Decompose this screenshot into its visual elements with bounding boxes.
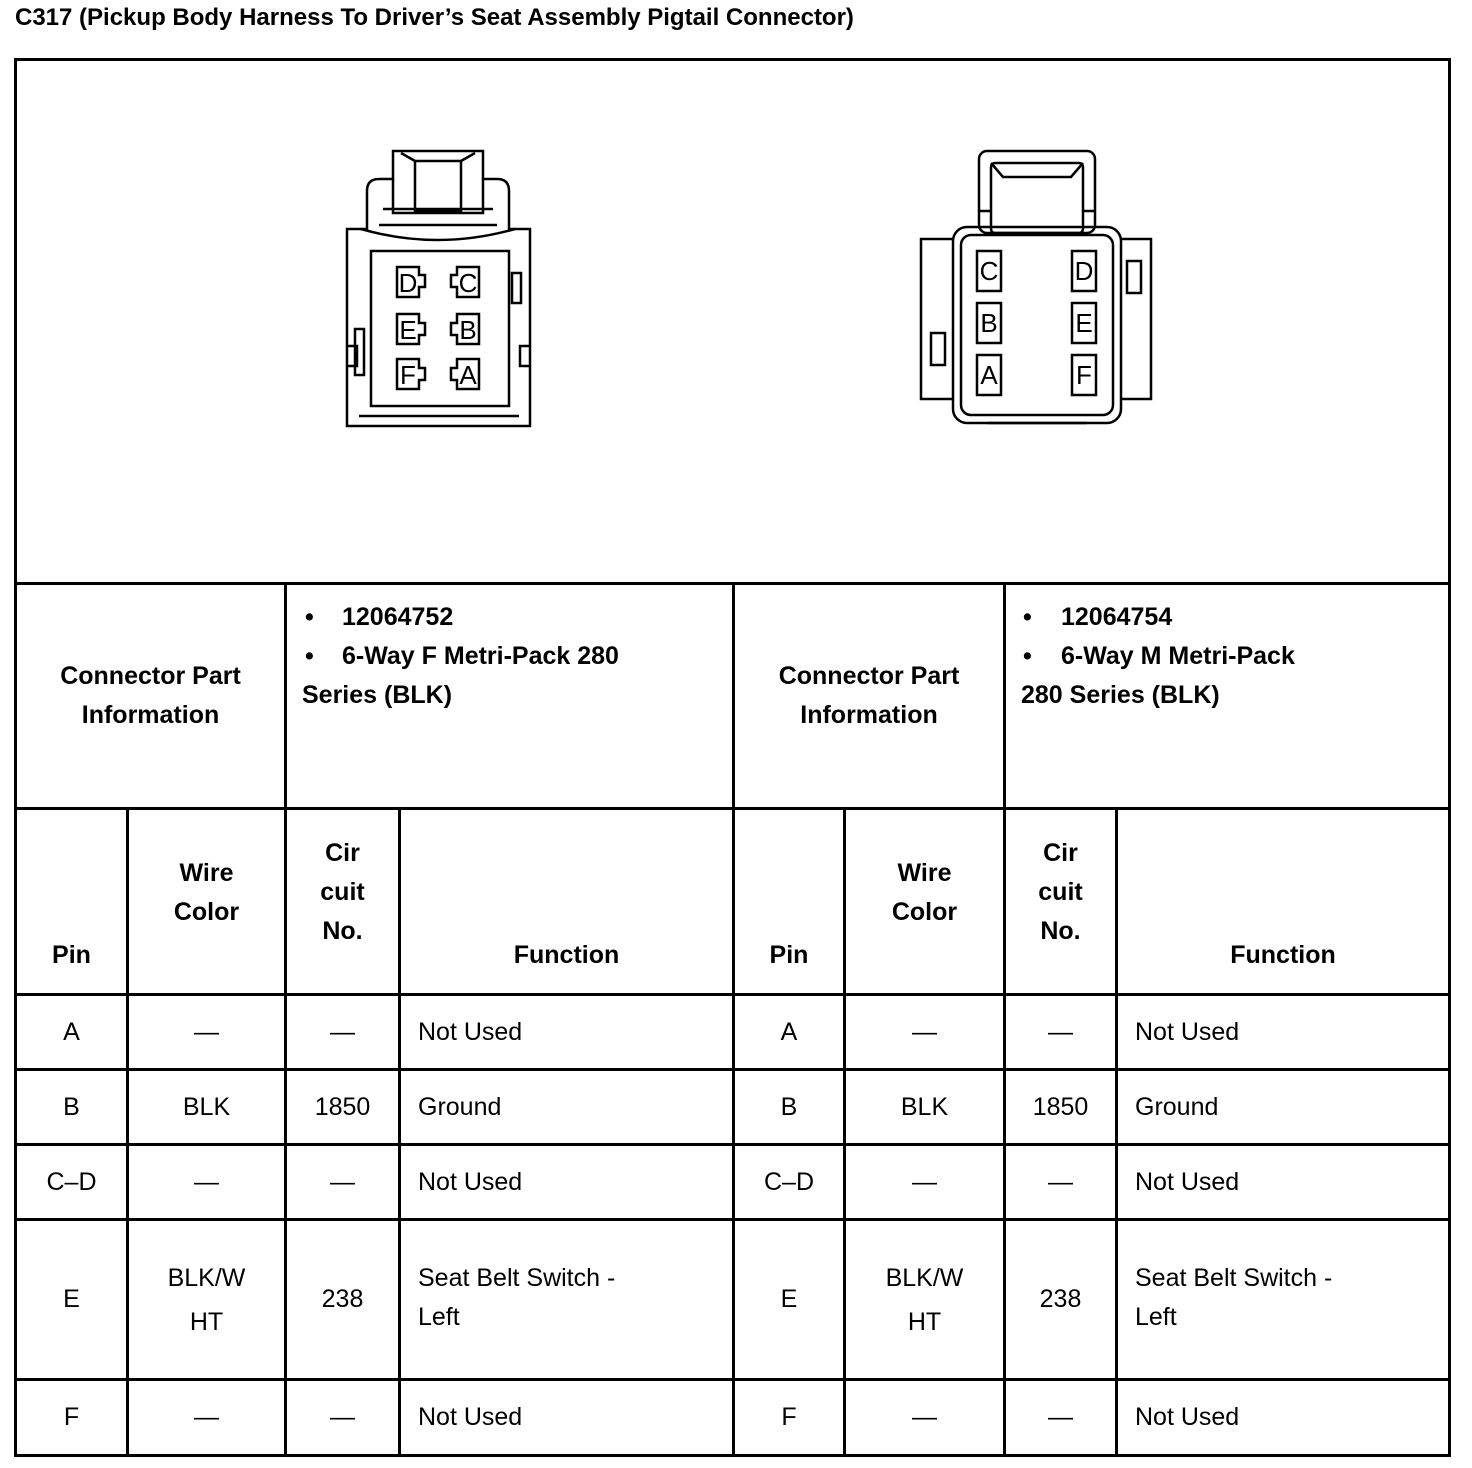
cell-text: — [1048,1017,1073,1046]
pin-cell [17,1146,126,1218]
pin-cell-right [735,1221,843,1378]
connector-part-info-label-right [735,585,1003,807]
cell-text: Left [418,1303,460,1331]
header-pin-right [735,810,843,993]
connector-sheet [14,58,1451,1457]
left-part-number: 12064752 [342,603,454,631]
right-part-description-cont: 280 Series (BLK) [1021,681,1220,709]
label-line: Connector Part [778,662,960,690]
header-text: Function [1230,941,1336,969]
cell-text: E [780,1285,798,1313]
circuit-cell-right [1006,996,1115,1068]
wire-color-cell [129,1146,284,1218]
function-cell-right [1118,1381,1448,1454]
header-text: Wire [179,858,234,887]
male-pin-a: A [980,360,998,390]
circuit-cell-right [1006,1071,1115,1143]
cell-text: HT [907,1307,942,1336]
pin-cell [17,1071,126,1143]
male-pin-c: C [979,256,999,286]
pin-cell [17,1381,126,1454]
circuit-cell [287,1381,398,1454]
pin-cell-right [735,1146,843,1218]
header-text: cuit [1038,878,1083,906]
header-wire-color [129,810,284,993]
cell-text: — [912,1017,937,1046]
right-bullet-1: • [1023,603,1032,631]
wire-color-cell-right [846,1221,1003,1378]
male-pin-f: F [1076,360,1092,390]
cell-text: Seat Belt Switch - [418,1264,616,1292]
circuit-cell [287,1071,398,1143]
male-pin-e: E [1075,308,1093,338]
female-pin-f: F [400,360,416,390]
cell-text: C–D [763,1167,814,1196]
header-pin [17,810,126,993]
pin-cell [17,996,126,1068]
function-cell [401,996,732,1068]
connector-illustrations [17,61,1448,584]
pin-cell [17,1221,126,1378]
function-cell-right [1118,1071,1448,1143]
left-bullet-1: • [305,603,314,631]
label-line: Information [81,701,220,729]
cell-text: Not Used [418,1017,523,1046]
cell-text: F [63,1403,80,1431]
male-pin-b: B [980,308,998,338]
cell-text: — [330,1403,355,1431]
cell-text: Ground [418,1092,502,1121]
pin-cell-right [735,1071,843,1143]
header-text: cuit [320,878,365,906]
cell-text: BLK/W [885,1263,964,1292]
cell-text: F [781,1403,797,1431]
header-function-right [1118,810,1448,993]
header-text: No. [1040,917,1081,945]
wire-color-cell-right [846,1146,1003,1218]
circuit-cell [287,996,398,1068]
cell-text: B [780,1092,798,1121]
cell-text: Not Used [418,1167,523,1196]
male-connector-face-icon [921,151,1151,423]
cell-text: Not Used [418,1403,523,1431]
pin-cell-right [735,996,843,1068]
header-text: Pin [769,941,809,969]
cell-text: — [912,1403,937,1431]
page-title: C317 (Pickup Body Harness To Driver’s Seat Assembly Pigtail Connector) [15,4,854,31]
header-text: Pin [52,941,91,969]
female-pin-d: D [398,268,418,298]
cell-text: — [194,1017,219,1046]
cell-text: E [63,1285,80,1313]
female-connector-face-icon [347,151,530,426]
cell-text: BLK [182,1092,231,1121]
left-part-description-cont: Series (BLK) [302,681,453,709]
female-pin-b: B [459,315,477,345]
cell-text: C–D [46,1167,97,1196]
cell-text: Not Used [1135,1403,1240,1431]
function-cell [401,1071,732,1143]
cell-text: Not Used [1135,1167,1240,1196]
cell-text: Ground [1135,1092,1219,1121]
label-line: Connector Part [60,662,241,690]
cell-text: A [63,1017,80,1046]
cell-text: B [63,1092,80,1121]
wire-color-cell-right [846,996,1003,1068]
label-line: Information [800,701,938,729]
header-wire-color-right [846,810,1003,993]
male-pin-d: D [1074,256,1094,286]
cell-text: — [194,1403,219,1431]
circuit-cell-right [1006,1221,1115,1378]
cell-text: 1850 [314,1092,371,1121]
right-part-description: 6-Way M Metri-Pack [1061,642,1295,670]
wire-color-cell-right [846,1381,1003,1454]
female-pin-e: E [399,315,417,345]
circuit-cell-right [1006,1146,1115,1218]
header-text: Cir [1043,839,1078,867]
header-text: Function [513,941,620,969]
cell-text: — [330,1017,355,1046]
cell-text: Not Used [1135,1017,1240,1046]
header-function [401,810,732,993]
cell-text: BLK [900,1092,949,1121]
cell-text: — [194,1167,219,1196]
cell-text: 238 [1039,1285,1082,1313]
cell-text: — [330,1167,355,1196]
cell-text: — [1048,1167,1073,1196]
circuit-cell [287,1146,398,1218]
header-text: Wire [897,858,952,887]
header-text: Color [891,897,958,926]
right-bullet-2: • [1023,642,1032,670]
connector-diagram [17,61,1448,584]
cell-text: A [780,1017,798,1046]
female-pin-c: C [458,268,478,298]
header-text: Color [173,897,240,926]
connector-part-info-label-left [17,585,284,807]
function-cell-right [1118,1146,1448,1218]
left-part-description: 6-Way F Metri-Pack 280 [342,642,619,670]
pin-cell-right [735,1381,843,1454]
function-cell [401,1221,732,1378]
function-cell [401,1146,732,1218]
circuit-cell [287,1221,398,1378]
wire-color-cell-right [846,1071,1003,1143]
function-cell [401,1381,732,1454]
cell-text: 1850 [1032,1092,1089,1121]
function-cell-right [1118,996,1448,1068]
cell-text: — [1048,1403,1073,1431]
wire-color-cell [129,1221,284,1378]
header-circuit-number-right [1006,810,1115,993]
cell-text: HT [189,1307,224,1336]
header-text: Cir [325,839,360,867]
cell-text: — [912,1167,937,1196]
function-cell-right [1118,1221,1448,1378]
header-circuit-number [287,810,398,993]
cell-text: BLK/W [167,1263,246,1292]
header-text: No. [322,917,363,945]
cell-text: Seat Belt Switch - [1135,1264,1333,1292]
wire-color-cell [129,1381,284,1454]
wire-color-cell [129,1071,284,1143]
circuit-cell-right [1006,1381,1115,1454]
left-bullet-2: • [305,642,314,670]
wire-color-cell [129,996,284,1068]
right-part-number: 12064754 [1061,603,1173,631]
cell-text: 238 [321,1285,364,1313]
cell-text: Left [1135,1303,1177,1331]
female-pin-a: A [459,360,477,390]
